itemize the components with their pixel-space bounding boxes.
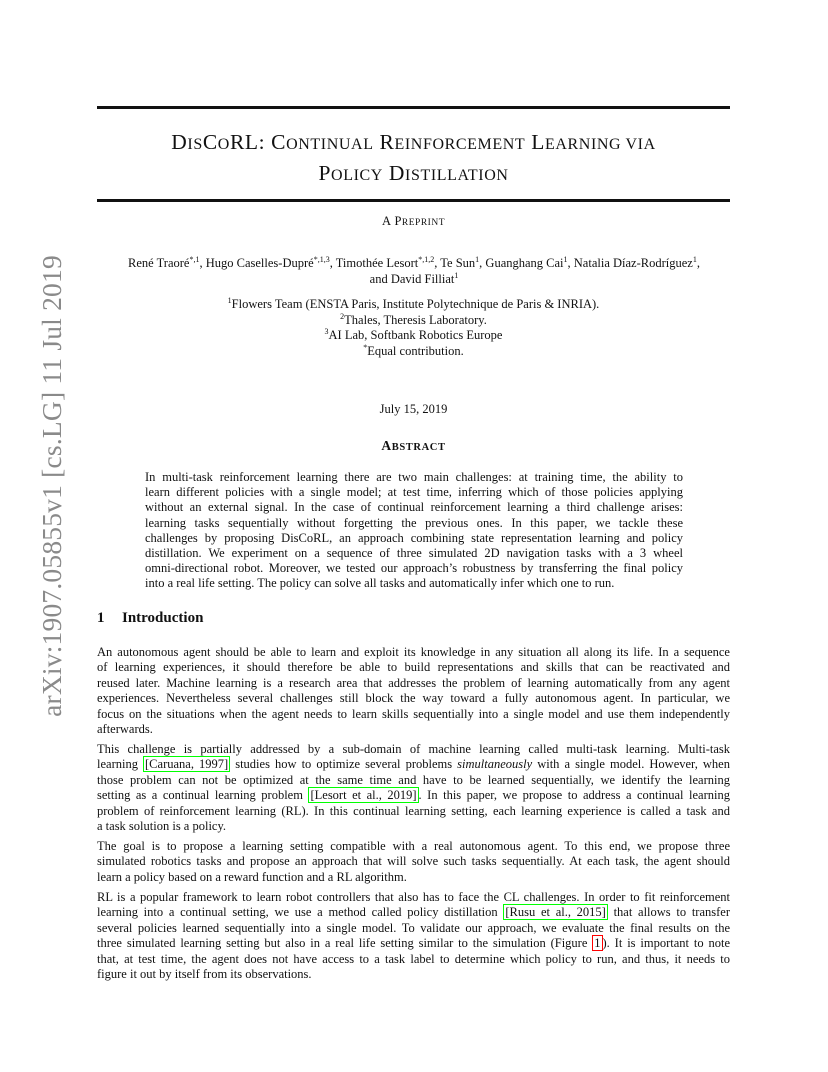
text-line [97,936,730,951]
text-line [97,870,730,885]
text-run: that allows to transfer [607,905,731,920]
text-run: . In this paper, we propose to address a continual learning [418,788,730,803]
text-run: RL is a popular framework to learn robot controllers that also has to face the CL challenges. In order to fit reinforcement [97,890,730,904]
title-segment: EARNING VIA [544,136,656,153]
text-run: with a single model. However, when [532,757,730,772]
preprint-label [97,214,730,229]
abstract-line: In multi-task reinforcement learning there are two main challenges: at training time, the ability to [145,470,683,484]
text-line [97,757,730,772]
title-line-1 [97,128,730,159]
citation-link[interactable]: [Rusu et al., 2015] [505,905,606,920]
title-segment: P [318,161,332,185]
author-affil-marker: *,1 [189,255,200,264]
author-affil-marker: 1 [563,255,568,264]
intro-paragraph-2 [97,742,730,834]
text-run: setting as a continual learning problem [97,788,309,803]
affiliation-marker: 3 [324,327,329,337]
text-line [97,854,730,869]
citation-link[interactable]: [Lesort et al., 2019] [310,788,417,803]
title-rule-bottom [97,199,730,202]
abstract-line: without an external signal. In the case of continual reinforcement learning a third challenge arises: [145,500,683,515]
text-run: of learning experiences, it should therefore be able to build representations and skills that can be reactivated and [97,660,730,675]
author-name: , Natalia Díaz-Rodríguez [567,256,693,270]
text-run: figure it out by itself from its observations. [97,967,312,982]
intro-paragraph-4 [97,890,730,982]
text-run: a task solution is a policy. [97,819,227,834]
text-run: those problem can not be optimized at the same time and have to be learned sequentially, we identify the learning [97,772,730,787]
author-affil-marker: *,1,3 [313,255,330,264]
title-segment: ISTILLATION [405,167,509,184]
title-segment: ONTINUAL [286,136,374,153]
text-run: problem of reinforcement learning (RL). In this continual learning setting, each learning experience is called a task and [97,803,730,818]
author-affil-marker: 1 [475,255,480,264]
text-line [97,788,730,803]
citation-link[interactable]: [Caruana, 1997] [145,757,229,772]
title-segment: O [217,136,230,153]
text-line [97,645,730,660]
title-rule-top [97,106,730,109]
author-affil-marker: 1 [454,271,459,280]
abstract-line: into a real life setting. The policy can solve all tasks and automatically infer which one to run. [145,576,615,591]
abstract-heading-rest: BSTRACT [391,442,446,453]
text-run: studies how to optimize several problems [230,757,458,772]
author-name: , Hugo Caselles-Dupré [199,256,314,270]
abstract-heading [97,438,730,454]
text-run: The goal is to propose a learning setting compatible with a real autonomous agent. To this end, we propose three [97,839,730,853]
text-run: experiences. Nevertheless several challenges still block the way toward a fully autonomous agent. In particular, we [97,691,730,706]
affiliation-line [97,328,730,344]
abstract-line: distillation. We experiment on a sequence of three simulated 2D navigation tasks with a 3 wheel [145,546,683,561]
text-line [97,952,730,967]
text-run: ). It is important to note [602,936,730,951]
author-line-1 [90,255,738,271]
emphasized-text: simultaneously [457,757,533,772]
title-segment: IS [187,136,203,153]
affiliation-text: Flowers Team (ENSTA Paris, Institute Polytechnique de Paris & INRIA). [231,297,600,311]
abstract-line: learning tasks sequentially without forgetting the previous ones. In this paper, we tackle these [145,515,683,530]
affiliation-line [97,313,730,329]
text-line [97,742,730,757]
abstract-heading-cap: A [381,438,392,453]
text-line [97,676,730,691]
text-line [97,707,730,722]
intro-paragraph-3 [97,839,730,885]
text-run: focus on the situations when the agent needs to learn skills sequentially into a single model and use them independently [97,706,730,721]
title-segment: L [525,130,545,154]
text-line [97,839,730,854]
intro-paragraph-1 [97,645,730,737]
text-line [97,905,730,920]
text-run: An autonomous agent should be able to learn and exploit its knowledge in any situation all along its life. In a sequence [97,645,730,659]
affiliation-text: Equal contribution. [367,343,464,358]
author-name: René Traoré [128,256,190,270]
text-line [97,921,730,936]
title-line-2 [97,159,730,190]
section-number: 1 [97,610,105,626]
text-line [97,967,730,982]
author-line-2 [90,271,738,287]
author-name: , [696,256,700,270]
paper-date: July 15, 2019 [379,402,448,416]
figure-reference-link[interactable]: 1 [594,936,601,951]
text-run: simulated robotics tasks and propose an approach that will solve such tasks sequentially. At each task, the agent should [97,854,730,869]
affiliation-text: Thales, Theresis Laboratory. [344,312,487,327]
text-line [97,890,730,905]
preprint-rest: REPRINT [401,218,445,228]
affiliation-marker: * [363,342,368,352]
text-run: three simulated learning setting but also in a real life setting similar to the simulation (Figure [97,936,593,951]
title-segment: D [171,130,188,154]
author-affil-marker: 1 [692,255,697,264]
affiliation-line [97,344,730,360]
author-affil-marker: *,1,2 [418,255,435,264]
text-run: learning [97,757,144,772]
section-title: Introduction [122,610,204,626]
text-run: several policies learned sequentially into a single model. To validate our approach, we evaluate the final results on the [97,920,730,935]
text-run: This challenge is partially addressed by a sub-domain of machine learning called multi-task learning. Multi-task [97,742,730,756]
abstract-body [145,470,683,592]
text-line [97,819,730,834]
author-name: , Guanghang Cai [479,256,564,270]
title-segment: C [202,130,218,154]
affiliation-marker: 2 [340,311,345,321]
title-segment: R [373,130,395,154]
title-segment: D [382,161,406,185]
abstract-line: learn different policies with a single model; at test time, inferring which of those policies applying [145,485,683,500]
title-segment: OLICY [331,167,383,184]
text-run: afterwards. [97,722,153,737]
text-run: reused later. Machine learning is a research area that addresses the problem of learning automatically from any agent [97,675,730,690]
text-run: learning into a continual setting, we use a method called policy distillation [97,905,504,920]
title-segment: EINFORCEMENT [394,136,526,153]
section-heading-introduction [97,610,203,627]
abstract-line: omni-directional robot. Moreover, we tested our approach’s robustness by transferring the final policy [145,561,683,576]
text-run: learn a policy based on a reward function and a RL algorithm. [97,869,407,884]
title-segment: RL: C [229,130,287,154]
paper-title [97,128,730,190]
author-name: and David Filliat [369,272,455,286]
affiliation-text: AI Lab, Softbank Robotics Europe [328,328,503,343]
author-name: , Te Sun [434,256,476,270]
affiliations [97,297,730,359]
affiliation-marker: 1 [227,296,232,305]
text-run: that, at test time, the agent does not have access to a task label to determine which policy to run, and thus, it needs to [97,951,730,966]
preprint-cap: A P [381,214,402,228]
abstract-line: challenges by proposing DisCoRL, an approach combining state representation learning and policy [145,530,683,545]
text-line [97,804,730,819]
text-line [97,660,730,675]
text-line [97,773,730,788]
arxiv-id-text: arXiv:1907.05855v1 [cs.LG] 11 Jul 2019 [36,255,67,717]
text-line [97,691,730,706]
author-list [90,255,738,287]
author-name: , Timothée Lesort [329,256,419,270]
affiliation-line [97,297,730,313]
text-line [97,722,730,737]
